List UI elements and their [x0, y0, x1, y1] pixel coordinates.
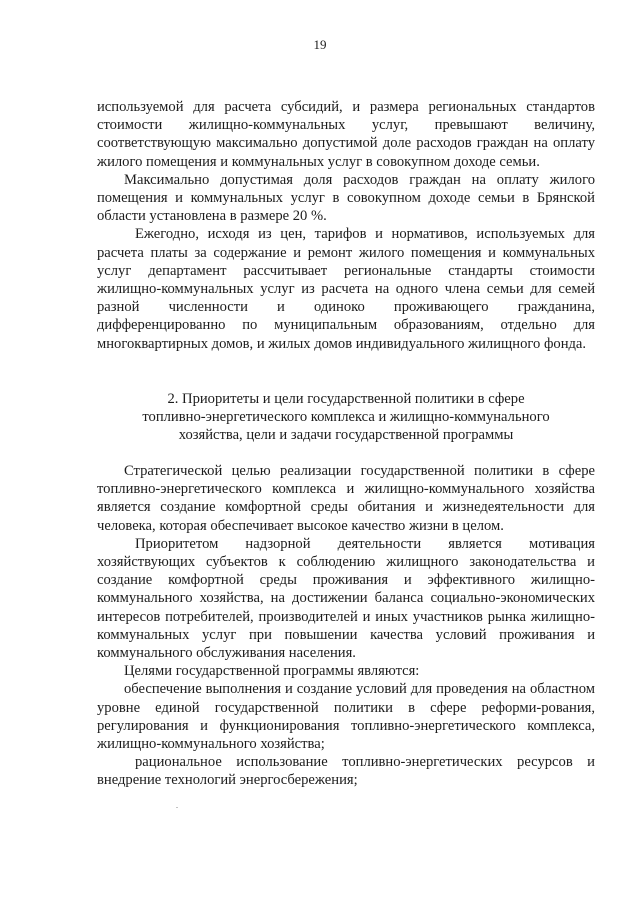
section-heading [97, 390, 595, 445]
paragraph-max-share: Максимально допустимая доля расходов граждан на оплату жилого помещения и коммунальных услуг в совокупном доходе семьи в Брянской области установлена в размере 20 %. [97, 171, 595, 225]
section-heading-line-1: 2. Приоритеты и цели государственной политики в сфере [167, 391, 525, 407]
paragraph-supervision-priority: Приоритетом надзорной деятельности является мотивация хозяйствующих субъектов к соблюдению жилищного законодательства и создание комфортной среды проживания и эффективного жилищно-коммунального хозяйства, на достижении баланса социально-экономических интересов потребителей, производителей и иных участников рынка жилищно-коммунальных услуг при повышении качества условий проживания и коммунального обслуживания населения. [97, 535, 595, 662]
section-heading-line-3: хозяйства, цели и задачи государственной программы [178, 427, 514, 444]
text-block-subsidies [97, 98, 595, 353]
page-number: 19 [313, 37, 327, 52]
paragraph-goal-state-policy: обеспечение выполнения и создание условий для проведения на областном уровне единой государственной политики в сфере реформи-рования, регулирования и функционирования топливно-энергетического комплекса, жилищно-коммунального хозяйства; [97, 681, 595, 753]
scan-speck [176, 807, 178, 808]
paragraph-program-goals-intro: Целями государственной программы являются: [124, 663, 420, 680]
section-heading-line-2: топливно-энергетического комплекса и жилищно-коммунального [142, 409, 550, 426]
paragraph-goal-energy-saving: рациональное использование топливно-энергетических ресурсов и внедрение технологий энергосбережения; [97, 754, 595, 789]
paragraph-annual-calculation: Ежегодно, исходя из цен, тарифов и нормативов, используемых для расчета платы за содержание и ремонт жилого помещения и коммунальных услуг департамент рассчитывает региональные стандарты стоимости жилищно-коммунальных услуг из расчета на одного члена семьи для семей разной численности и одиноко проживающего гражданина, дифференцированно по муниципальным образованиям, отдельно для многоквартирных домов, и жилых домов индивидуального жилищного фонда. [97, 226, 595, 352]
paragraph-strategic-goal: Стратегической целью реализации государственной политики в сфере топливно-энергетического комплекса и жилищно-коммунального хозяйства является создание комфортной среды обитания и жизнедеятельности для человека, которая обеспечивает высокое качество жизни в целом. [97, 463, 595, 534]
text-block-priorities [97, 462, 595, 790]
paragraph-subsidy-standards: используемой для расчета субсидий, и размера региональных стандартов стоимости жилищно-коммунальных услуг, превышают величину, соответствующую максимально допустимой доле расходов граждан на оплату жилого помещения и коммунальных услуг в совокупном доходе семьи. [97, 99, 595, 170]
